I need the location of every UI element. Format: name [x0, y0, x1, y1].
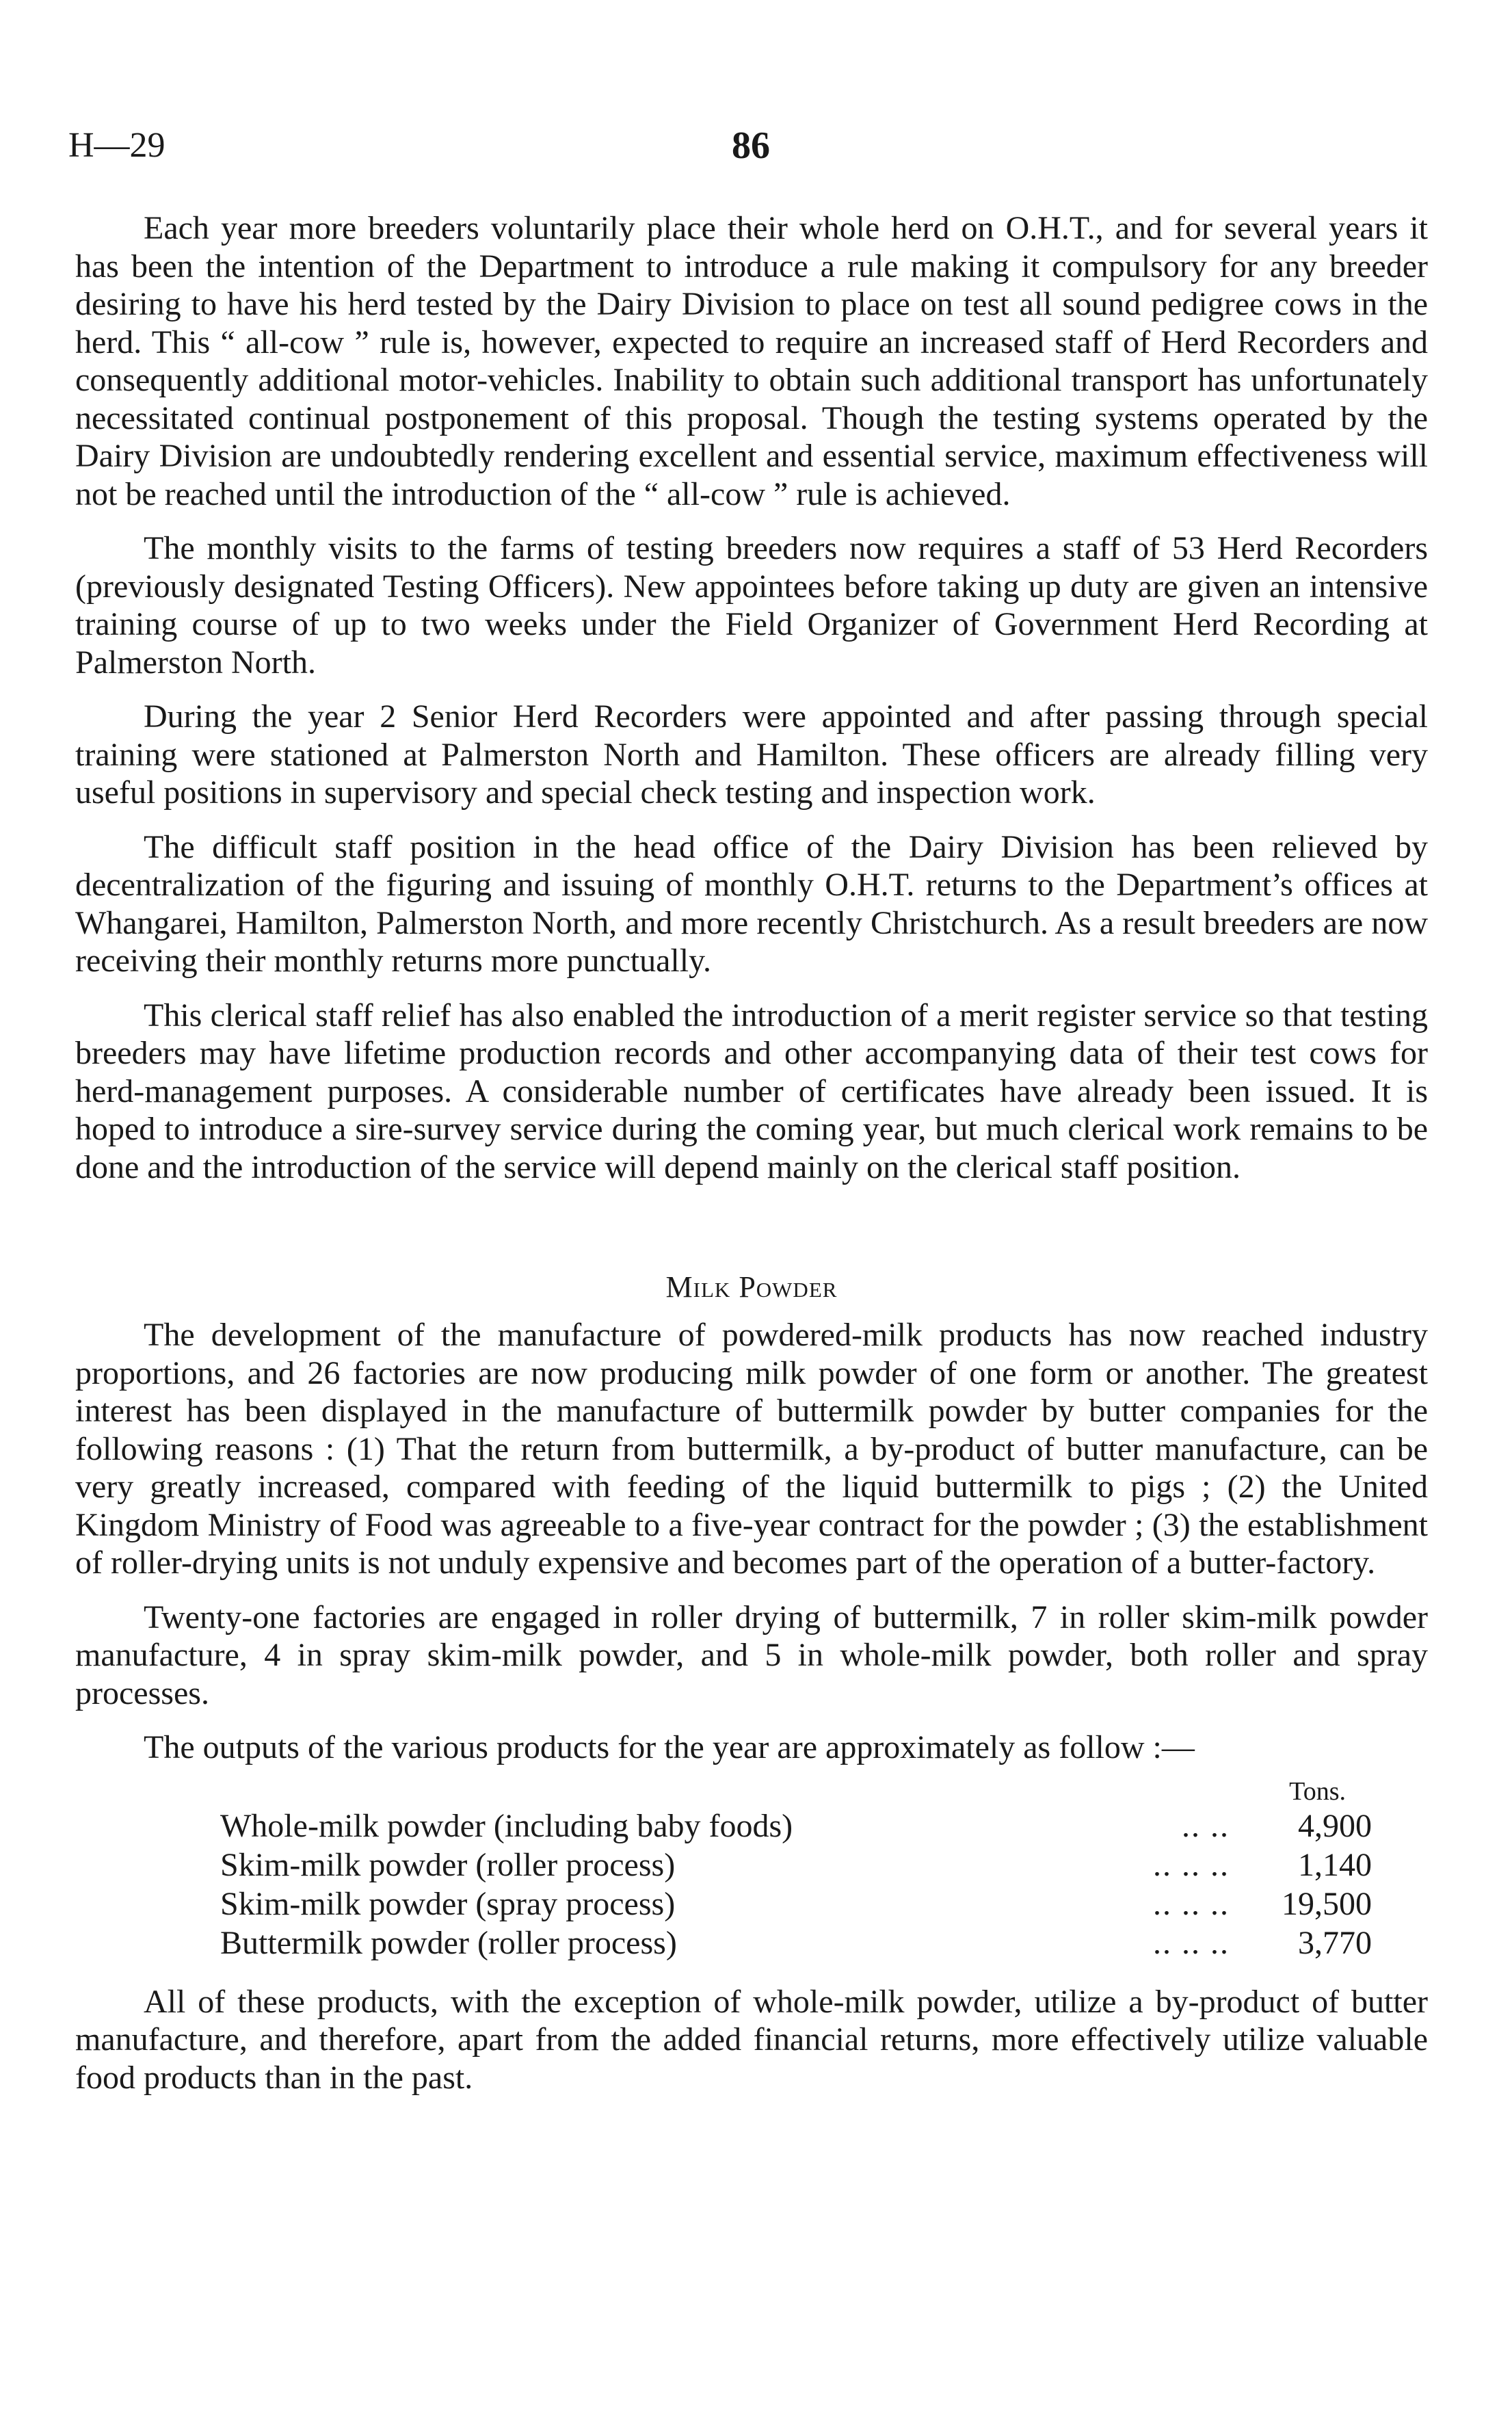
- paragraph-powder-development: The development of the manufacture of powdered-milk products has now reached industry proportions, and 26 factories are now producing milk powder of one form or another. The greatest interest has been displayed in the manufacture of buttermilk powder by butter companies for the following reasons : (1) That the return from buttermilk, a by-product of butter manufacture, can be very greatly increased, compared with feeding of the liquid buttermilk to pigs ; (2) the United Kingdom Ministry of Food was agreeable to a five-year contract for the powder ; (3) the establishment of roller-drying units is not unduly expensive and becomes part of the operation of a butter-factory.: [75, 1317, 1428, 1581]
- dot-leader: .. .. ..: [1153, 1924, 1230, 1961]
- paragraph-herd-recorders: The monthly visits to the farms of testing breeders now requires a staff of 53 Herd Recorders (previously designated Testing Officers). New appointees before taking up duty are given an intensive training course of up to two weeks under the Field Organizer of Government Herd Recording at Palmerston North.: [75, 530, 1428, 681]
- paragraph-decentralization: The difficult staff position in the head office of the Dairy Division has been relieved by decentralization of the figuring and issuing of monthly O.H.T. returns to the Department’s offices at Whangarei, Hamilton, Palmerston North, and more recently Christchurch. As a result breeders are now receiving their monthly returns more punctually.: [75, 828, 1428, 979]
- paragraph-all-cow-rule: Each year more breeders voluntarily place their whole herd on O.H.T., and for several years it has been the intention of the Department to introduce a rule making it compulsory for any breeder desiring to have his herd tested by the Dairy Division to place on test all sound pedigree cows in the herd. This “ all-cow ” rule is, however, expected to require an increased staff of Herd Recorders and consequently additional motor-vehicles. Inability to obtain such additional transport has unfortunately necessitated continual postponement of this proposal. Though the testing systems operated by the Dairy Division are undoubtedly rendering excellent and essential service, maximum effectiveness will not be reached until the introduction of the “ all-cow ” rule is achieved.: [75, 210, 1428, 512]
- output-table: [220, 1776, 1372, 1962]
- section-heading-milk-powder: Milk Powder: [665, 1270, 838, 1304]
- dot-leader: .. .. ..: [1153, 1846, 1230, 1883]
- paragraph-closing: All of these products, with the exception of whole-milk powder, utilize a by-product of butter manufacture, and therefore, apart from the added financial returns, more effectively utilize valuable food products than in the past.: [75, 1983, 1428, 2096]
- paragraph-factories: Twenty-one factories are engaged in roller drying of buttermilk, 7 in roller skim-milk powder manufacture, 4 in spray skim-milk powder, and 5 in whole-milk powder, both roller and spray processes.: [75, 1599, 1428, 1711]
- product-tons: 19,500: [1282, 1885, 1372, 1922]
- table-row: [220, 1806, 1372, 1845]
- product-name: Buttermilk powder (roller process): [220, 1924, 677, 1961]
- unit-header: [220, 1776, 1372, 1806]
- product-name: Skim-milk powder (roller process): [220, 1846, 676, 1883]
- product-tons: 1,140: [1298, 1846, 1372, 1883]
- product-name: Whole-milk powder (including baby foods): [220, 1807, 793, 1844]
- page-number: 86: [732, 124, 770, 167]
- product-tons: 3,770: [1298, 1924, 1372, 1961]
- dot-leader: .. .. ..: [1153, 1885, 1230, 1922]
- table-row: [220, 1923, 1372, 1962]
- paragraph-senior-recorders: During the year 2 Senior Herd Recorders were appointed and after passing through special training were stationed at Palmerston North and Hamilton. These officers are already filling very useful positions in supervisory and special check testing and inspection work.: [75, 698, 1428, 811]
- body-text: [75, 209, 1428, 2113]
- page-header: [68, 122, 1429, 170]
- product-tons: 4,900: [1298, 1807, 1372, 1844]
- table-row: [220, 1845, 1372, 1884]
- dot-leader: .. ..: [1182, 1807, 1230, 1844]
- unit-label: Tons.: [1289, 1776, 1346, 1806]
- product-name: Skim-milk powder (spray process): [220, 1885, 676, 1922]
- paragraph-outputs-intro: The outputs of the various products for the year are approximately as follow :—: [144, 1729, 1195, 1765]
- paragraph-merit-register: This clerical staff relief has also enabled the introduction of a merit register service so that testing breeders may have lifetime production records and other accompanying data of their test cows for herd-management purposes. A considerable number of certificates have already been issued. It is hoped to introduce a sire-survey service during the coming year, but much clerical work remains to be done and the introduction of the service will depend mainly on the clerical staff position.: [75, 997, 1428, 1185]
- table-row: [220, 1884, 1372, 1923]
- document-code: H—29: [68, 126, 165, 165]
